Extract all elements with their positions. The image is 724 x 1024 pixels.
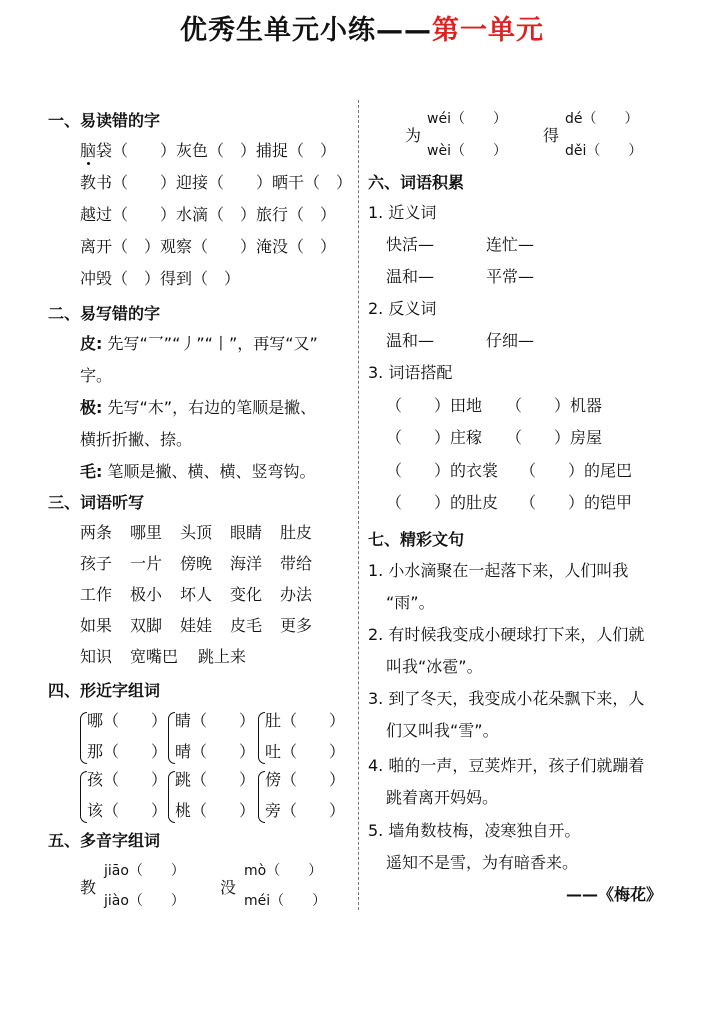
brace bbox=[168, 712, 175, 764]
match-item: （ ）的肚皮 bbox=[386, 493, 499, 512]
page-title: 优秀生单元小练——第一单元 bbox=[180, 15, 544, 46]
s4-item: 该（ ） bbox=[87, 801, 168, 820]
synonym-item: 快活— bbox=[386, 235, 435, 254]
s2-pi-line-2: 字。 bbox=[80, 366, 113, 385]
section-4-heading: 四、形近字组词 bbox=[48, 681, 161, 700]
match-item: （ ）庄稼 bbox=[386, 428, 483, 447]
s6-sub-heading: 2. 反义词 bbox=[368, 299, 437, 318]
word-row: 孩子 一片 傍晚 海洋 带给 bbox=[80, 554, 313, 573]
s1-line-2: 教书（ ）迎接（ ）晒干（ ） bbox=[80, 173, 353, 192]
s4-item: 那（ ） bbox=[87, 742, 168, 761]
word-row: 如果 双脚 娃娃 皮毛 更多 bbox=[80, 616, 313, 635]
sentence-line: 跳着离开妈妈。 bbox=[386, 788, 499, 807]
brace bbox=[258, 771, 265, 823]
s4-item: 傍（ ） bbox=[265, 770, 346, 789]
s4-item: 睛（ ） bbox=[175, 711, 256, 730]
pinyin-item: jiào（ ） bbox=[104, 893, 185, 909]
synonym-item: 平常— bbox=[486, 267, 535, 286]
sentence-line: “雨”。 bbox=[386, 593, 435, 612]
synonym-item: 温和— bbox=[386, 267, 435, 286]
brace bbox=[80, 771, 87, 823]
pinyin-item: méi（ ） bbox=[244, 893, 327, 909]
s6-sub-heading: 1. 近义词 bbox=[368, 203, 437, 222]
word-row: 两条 哪里 头顶 眼睛 肚皮 bbox=[80, 523, 313, 542]
section-5-heading: 五、多音字组词 bbox=[48, 831, 161, 850]
polyphone-char: 教 bbox=[80, 878, 97, 897]
s4-item: 桃（ ） bbox=[175, 801, 256, 820]
s4-item: 旁（ ） bbox=[265, 801, 346, 820]
section-1-heading: 一、易读错的字 bbox=[48, 111, 161, 130]
brace bbox=[258, 712, 265, 764]
sentence-line: 2. 有时候我变成小硬球打下来，人们就 bbox=[368, 625, 645, 644]
s6-sub-heading: 3. 词语搭配 bbox=[368, 363, 453, 382]
s1-line-4: 离开（ ）观察（ ）淹没（ ） bbox=[80, 237, 337, 256]
antonym-item: 仔细— bbox=[486, 331, 535, 350]
pinyin-item: mò（ ） bbox=[244, 863, 323, 879]
polyphone-char: 为 bbox=[405, 126, 422, 145]
pinyin-item: wéi（ ） bbox=[427, 111, 507, 127]
match-item: （ ）的衣裳 bbox=[386, 461, 499, 480]
synonym-item: 连忙— bbox=[486, 235, 535, 254]
s4-item: 哪（ ） bbox=[87, 711, 168, 730]
sentence-line: 4. 啪的一声，豆荚炸开，孩子们就蹦着 bbox=[368, 756, 645, 775]
sentence-line: 1. 小水滴聚在一起落下来，人们叫我 bbox=[368, 561, 629, 580]
s2-mao-line: 毛: 笔顺是撇、横、横、竖弯钩。 bbox=[80, 462, 316, 481]
pinyin-item: wèi（ ） bbox=[427, 143, 507, 159]
match-item: （ ）房屋 bbox=[506, 428, 603, 447]
match-item: （ ）的铠甲 bbox=[520, 493, 633, 512]
s1-line-3: 越过（ ）水滴（ ）旅行（ ） bbox=[80, 205, 337, 224]
section-3-heading: 三、词语听写 bbox=[48, 493, 145, 512]
sentence-line: 3. 到了冬天，我变成小花朵飘下来，人 bbox=[368, 689, 645, 708]
word-row: 知识 宽嘴巴 跳上来 bbox=[80, 647, 247, 666]
s2-ji-line: 极: 先写“木”，右边的笔顺是撇、 bbox=[80, 398, 317, 417]
poem-attribution: ——《梅花》 bbox=[566, 885, 663, 904]
s4-item: 跳（ ） bbox=[175, 770, 256, 789]
pinyin-item: děi（ ） bbox=[565, 143, 643, 159]
match-item: （ ）田地 bbox=[386, 396, 483, 415]
match-item: （ ）机器 bbox=[506, 396, 603, 415]
sentence-line: 遥知不是雪，为有暗香来。 bbox=[386, 853, 579, 872]
sentence-line: 们又叫我“雪”。 bbox=[386, 721, 499, 740]
s4-item: 吐（ ） bbox=[265, 742, 346, 761]
sentence-line: 5. 墙角数枝梅，凌寒独自开。 bbox=[368, 821, 581, 840]
antonym-item: 温和— bbox=[386, 331, 435, 350]
word-row: 工作 极小 坏人 变化 办法 bbox=[80, 585, 313, 604]
section-6-heading: 六、词语积累 bbox=[368, 173, 465, 192]
polyphone-char: 得 bbox=[543, 126, 560, 145]
s4-item: 孩（ ） bbox=[87, 770, 168, 789]
section-2-heading: 二、易写错的字 bbox=[48, 304, 161, 323]
s1-line-5: 冲毁（ ）得到（ ） bbox=[80, 269, 241, 288]
polyphone-char: 没 bbox=[220, 878, 237, 897]
pinyin-item: dé（ ） bbox=[565, 111, 639, 127]
pinyin-item: jiāo（ ） bbox=[104, 863, 185, 879]
match-item: （ ）的尾巴 bbox=[520, 461, 633, 480]
sentence-line: 叫我“冰雹”。 bbox=[386, 657, 483, 676]
brace bbox=[80, 712, 87, 764]
s2-ji-line-2: 横折折撇、捺。 bbox=[80, 430, 193, 449]
s2-pi-line: 皮: 先写“乛”“丿”“丨”，再写“又” bbox=[80, 334, 318, 353]
brace bbox=[168, 771, 175, 823]
s4-item: 晴（ ） bbox=[175, 742, 256, 761]
section-7-heading: 七、精彩文句 bbox=[368, 530, 465, 549]
s1-line-1: 脑袋（ ）灰色（ ）捕捉（ ） bbox=[80, 141, 337, 160]
s4-item: 肚（ ） bbox=[265, 711, 346, 730]
column-divider bbox=[358, 100, 359, 910]
